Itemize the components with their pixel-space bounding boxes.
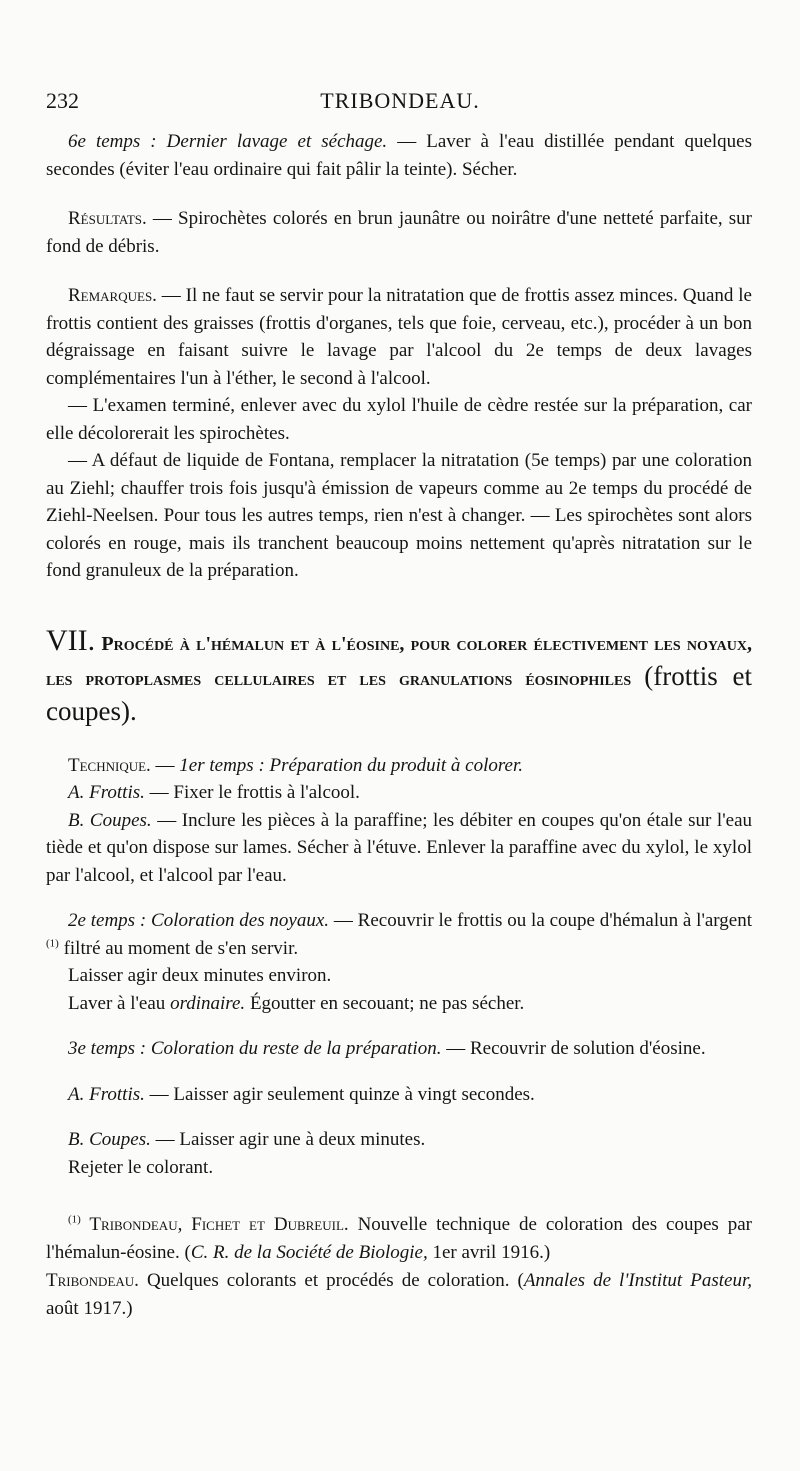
page-number: 232 bbox=[46, 88, 79, 113]
paragraph-technique bbox=[46, 752, 752, 780]
b-coupes-eosine-text: — Laisser agir une à deux minutes. bbox=[150, 1129, 426, 1150]
paragraph-laver bbox=[46, 990, 752, 1018]
footnote-authors: Tribondeau, Fichet et Dubreuil. bbox=[80, 1214, 349, 1235]
b-coupes-label: B. Coupes. bbox=[68, 809, 152, 831]
section-title bbox=[46, 625, 752, 730]
paragraph-step-2 bbox=[46, 907, 752, 962]
paragraph-b-coupes-prep bbox=[46, 807, 752, 890]
paragraph-b-coupes-eosine bbox=[46, 1126, 752, 1154]
page-header bbox=[46, 88, 754, 120]
paragraph-examen: — L'examen terminé, enlever avec du xylol l'huile de cèdre restée sur la préparation, car elle décolorerait les spirochètes. bbox=[46, 395, 752, 444]
footnote-source-2: Annales de l'Institut Pasteur, bbox=[523, 1270, 752, 1291]
paragraph-rejeter: Rejeter le colorant. bbox=[68, 1156, 214, 1178]
b-coupes-text: — Inclure les pièces à la paraffine; les débiter en coupes qu'on étale sur l'eau tiède et qu'on dispose sur lames. Sécher à l'étuve. Enlever la paraffine avec du xylol, le xylol par l'alcool, et l'alcool par l'eau. bbox=[46, 809, 752, 886]
remarques-heading: Remarques. bbox=[68, 285, 157, 306]
a-frottis-label: A. Frottis. bbox=[68, 782, 145, 803]
laver-text-b: Égoutter en secouant; ne pas sécher. bbox=[245, 992, 525, 1014]
a-frottis-text: — Fixer le frottis à l'alcool. bbox=[144, 782, 360, 803]
paragraph-step-3 bbox=[46, 1035, 752, 1063]
step-2-text-a: — Recouvrir le frottis ou la coupe d'hémalun à l'argent bbox=[329, 910, 753, 931]
footnote-author-2: Tribondeau. bbox=[46, 1270, 139, 1291]
paragraph-step-6 bbox=[46, 128, 752, 183]
technique-dash: — bbox=[150, 754, 180, 776]
footnote-source-1: C. R. de la Société de Biologie, bbox=[190, 1242, 428, 1263]
remarques-text: — Il ne faut se servir pour la nitratation que de frottis assez minces. Quand le frottis contient des graisses (frottis d'organes, tels que foie, cerveau, etc.), procéder à un bon dégraissage en faisant suivre le lavage par l'alcool du 2e temps de deux lavages complémentaires l'un à l'éther, le second à l'alcool. bbox=[46, 285, 752, 389]
step-6-heading: 6e temps : Dernier lavage et séchage. bbox=[68, 131, 388, 152]
running-head: TRIBONDEAU. bbox=[320, 88, 480, 113]
technique-heading: Technique. bbox=[68, 754, 151, 776]
footnote-mark: (1) bbox=[68, 1213, 81, 1226]
step-2-heading: 2e temps : Coloration des noyaux. bbox=[68, 910, 330, 931]
step-2-text-b: filtré au moment de s'en servir. bbox=[58, 937, 299, 959]
paragraph-fontana: — A défaut de liquide de Fontana, remplacer la nitratation (5e temps) par une coloration au Ziehl; chauffer trois fois jusqu'à émission de vapeurs comme au 2e temps du procédé de Ziehl-Neelsen. Pour tous les autres temps, rien n'est à changer. — Les spirochètes sont alors colorés en rouge, mais ils tranchent beaucoup moins nettement qu'après nitratation sur le fond granuleux de la préparation. bbox=[46, 450, 752, 581]
paragraph-a-frottis-eosine bbox=[46, 1081, 752, 1109]
laver-emphasis: ordinaire. bbox=[170, 992, 246, 1014]
text-body bbox=[46, 128, 752, 1323]
b-coupes-eosine-label: B. Coupes. bbox=[68, 1129, 151, 1150]
resultats-text: — Spirochètes colorés en brun jaunâtre ou noirâtre d'une netteté parfaite, sur fond de débris. bbox=[46, 208, 752, 257]
footnote-ref: (1) bbox=[46, 937, 59, 950]
paragraph-laisser-deux: Laisser agir deux minutes environ. bbox=[68, 965, 332, 986]
paragraph-resultats bbox=[46, 205, 752, 260]
technique-step-1: 1er temps : Préparation du produit à colorer. bbox=[179, 754, 524, 776]
section-number: VII. bbox=[46, 623, 96, 657]
step-3-text: — Recouvrir de solution d'éosine. bbox=[441, 1038, 706, 1059]
footnote bbox=[46, 1211, 752, 1323]
paragraph-remarques bbox=[46, 282, 752, 392]
step-3-heading: 3e temps : Coloration du reste de la préparation. bbox=[68, 1038, 442, 1059]
footnote-text-d: août 1917.) bbox=[46, 1298, 133, 1319]
laver-text-a: Laver à l'eau bbox=[68, 992, 171, 1014]
footnote-text-b: 1er avril 1916.) bbox=[427, 1242, 551, 1263]
section-title-sub: (frottis et coupes). bbox=[46, 660, 753, 726]
footnote-text-c: Quelques colorants et procédés de coloration. ( bbox=[138, 1270, 524, 1291]
resultats-heading: Résultats. bbox=[68, 208, 147, 229]
section-title-main: Procédé à l'hémalun et à l'éosine, pour colorer électivement les noyaux, les protoplasmes cellulaires et les granulations éosinophiles bbox=[46, 632, 753, 690]
a-frottis-eosine-label: A. Frottis. bbox=[68, 1083, 145, 1105]
paragraph-a-frottis-fix bbox=[46, 779, 752, 807]
a-frottis-eosine-text: — Laisser agir seulement quinze à vingt secondes. bbox=[144, 1083, 535, 1105]
step-6-text: — Laver à l'eau distillée pendant quelques secondes (éviter l'eau ordinaire qui fait pâlir la teinte). Sécher. bbox=[46, 131, 752, 180]
footnote-text-a: Nouvelle technique de coloration des coupes par l'hémalun-éosine. ( bbox=[46, 1214, 753, 1263]
